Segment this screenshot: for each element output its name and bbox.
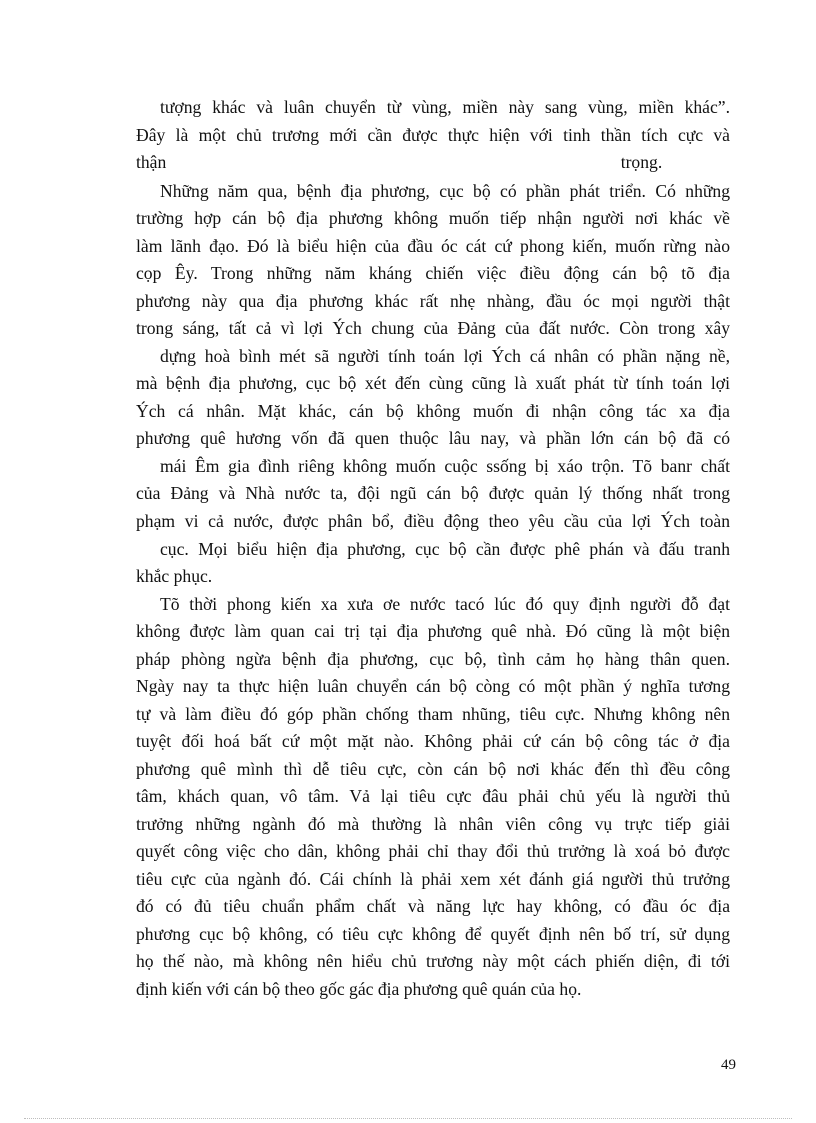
text-line: không được làm quan cai trị tại địa phương quê nhà. Đó cũng là một biện — [136, 621, 730, 641]
text-line: trưởng những ngành đó mà thường là nhân viên công vụ trực tiếp giải — [136, 814, 730, 834]
text-line: phương quê mình thì dễ tiêu cực, còn cán bộ nơi khác đến thì đều công — [136, 759, 730, 779]
text-line: trường hợp cán bộ địa phương không muốn tiếp nhận người nơi khác về — [136, 208, 730, 228]
text-line: tâm, khách quan, vô tâm. Vả lại tiêu cực đâu phải chủ yếu là người thủ — [136, 786, 730, 806]
text-line: mà bệnh địa phương, cục bộ xét đến cùng cũng là xuất phát từ tính toán lợi — [136, 373, 730, 393]
text-line: phương này qua địa phương khác rất nhẹ nhàng, đầu óc mọi người thật — [136, 291, 730, 311]
text-line: định kiến với cán bộ theo gốc gác địa phương quê quán của họ. — [136, 979, 582, 999]
text-line: cục. Mọi biểu hiện địa phương, cục bộ cần được phê phán và đấu tranh — [160, 539, 730, 559]
text-line: đó có đủ tiêu chuẩn phẩm chất và năng lực hay không, có đầu óc địa — [136, 896, 730, 916]
text-line: phạm vi cả nước, được phân bổ, điều động theo yêu cầu của lợi Ých toàn — [136, 511, 730, 531]
text-line: pháp phòng ngừa bệnh địa phương, cục bộ, tình cảm họ hàng thân quen. — [136, 649, 730, 669]
text-line: khắc phục. — [136, 566, 213, 586]
text-line: của Đảng và Nhà nước ta, đội ngũ cán bộ được quản lý thống nhất trong — [136, 483, 730, 503]
text-line: cọp Êy. Trong những năm kháng chiến việc điều động cán bộ tõ địa — [136, 263, 730, 283]
text-line: thận trọng. — [136, 152, 663, 172]
page-number: 49 — [721, 1057, 736, 1073]
text-line: Những năm qua, bệnh địa phương, cục bộ có phần phát triển. Có những — [160, 181, 730, 201]
text-line: Tõ thời phong kiến xa xưa ơe nước tacó lúc đó quy định người đỗ đạt — [160, 594, 730, 614]
text-line: mái Êm gia đình riêng không muốn cuộc ssống bị xáo trộn. Tõ banr chất — [160, 456, 730, 476]
text-line: phương quê hương vốn đã quen thuộc lâu nay, và phần lớn cán bộ đã có — [136, 428, 730, 448]
text-line: Ých cá nhân. Mặt khác, cán bộ không muốn đi nhận công tác xa địa — [136, 401, 730, 421]
text-line: quyết công việc cho dân, không phải chỉ thay đổi thủ trưởng là xoá bỏ được — [136, 841, 730, 861]
text-line: trong sáng, tất cả vì lợi Ých chung của Đảng của đất nước. Còn trong xây — [136, 318, 730, 338]
bottom-divider — [24, 1118, 792, 1119]
text-line: phương cục bộ không, có tiêu cực không để quyết định nên bố trí, sử dụng — [136, 924, 730, 944]
text-line: tuyệt đối hoá bất cứ một mặt nào. Không phải cứ cán bộ công tác ở địa — [136, 731, 730, 751]
text-line: tượng khác và luân chuyển từ vùng, miền này sang vùng, miền khác”. — [160, 97, 730, 117]
text-line: dựng hoà bình mét sã người tính toán lợi Ých cá nhân có phần nặng nề, — [160, 346, 730, 366]
text-line: tiêu cực của ngành đó. Cái chính là phải xem xét đánh giá người thủ trưởng — [136, 869, 730, 889]
text-line: Ngày nay ta thực hiện luân chuyển cán bộ còng có một phần ý nghĩa tương — [136, 676, 730, 696]
text-line: tự và làm điều đó góp phần chống tham nhũng, tiêu cực. Nhưng không nên — [136, 704, 730, 724]
text-line: họ thế nào, mà không nên hiểu chủ trương này một cách phiến diện, đi tới — [136, 951, 730, 971]
text-line: làm lãnh đạo. Đó là biểu hiện của đầu óc cát cứ phong kiến, muốn rừng nào — [136, 236, 730, 256]
text-line: Đây là một chủ trương mới cần được thực hiện với tinh thần tích cực và — [136, 125, 730, 145]
